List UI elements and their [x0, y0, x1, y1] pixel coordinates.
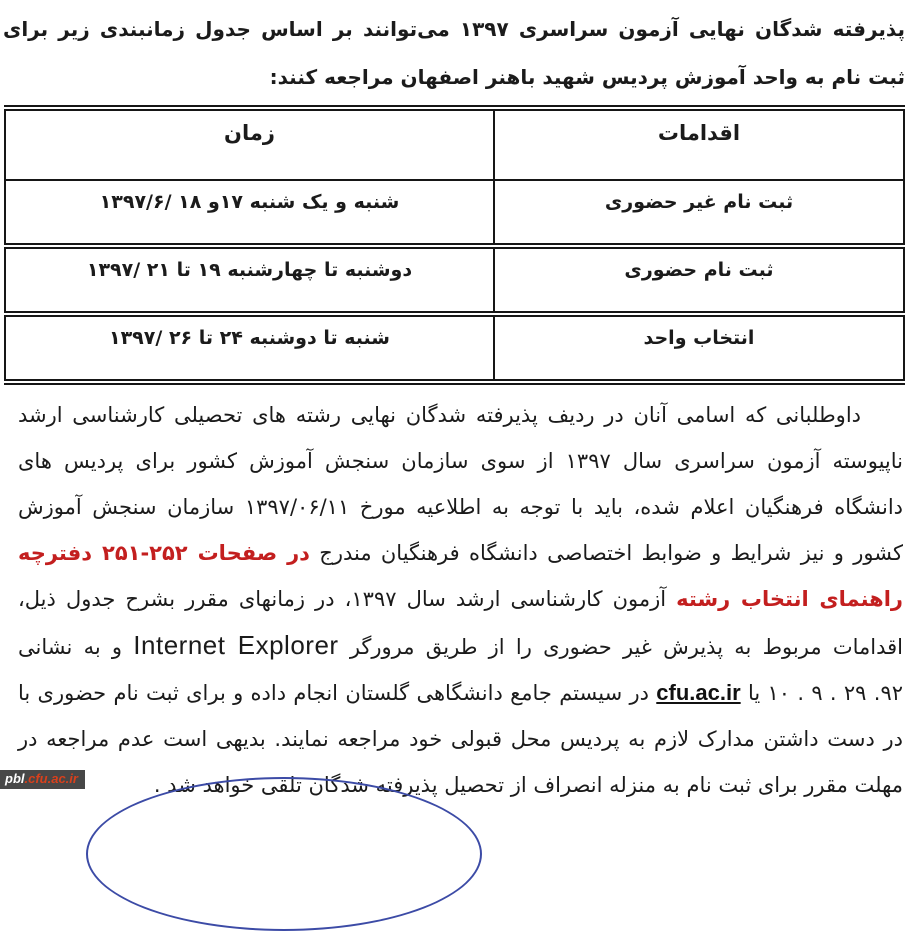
action-cell: ثبت نام حضوری	[494, 246, 903, 314]
intro-paragraph: پذیرفته شدگان نهایی آزمون سراسری ۱۳۹۷ می‌توانند بر اساس جدول زمانبندی زیر برای ثبت نام به واحد آموزش پردیس شهید باهنر اصفهان مراجعه کنند:	[3, 17, 905, 89]
body-text-segment: داوطلبانی که اسامی آنان در ردیف پذیرفته شدگان نهایی رشته های تحصیلی کارشناسی ارشد ناپیوسته آزمون سراسری سال ۱۳۹۷ از سوی سازمان سنجش آموزش کشور برای پردیس های دانشگاه فرهنگیان اعلام شده، باید با توجه به اطلاعیه مورخ ۱۳۹۷/۰۶/۱۱ سازمان سنجش آموزش کشور و نیز شرایط و ضوابط اختصاصی دانشگاه فرهنگیان مندرج	[18, 403, 904, 565]
watermark-prefix-text: pbl	[5, 771, 25, 786]
body-text-segment: و به نشانی	[18, 635, 134, 659]
time-cell: شنبه و یک شنبه ۱۷و ۱۸ /۱۳۹۷/۶	[5, 180, 495, 246]
col-header-time: زمان	[5, 108, 495, 180]
schedule-table	[4, 105, 905, 385]
stamp-arc	[86, 777, 482, 931]
body-paragraph	[0, 385, 908, 808]
body-text-segment: یا	[740, 681, 768, 705]
table-row	[5, 246, 904, 314]
body-text-segment: آزمون کارشناسی ارشد سال ۱۳۹۷، در زمانهای مقرر بشرح جدول ذیل، اقدامات مربوط به پذیرش غیر حضوری را از طریق مرورگر	[18, 587, 903, 659]
time-cell: دوشنبه تا چهارشنبه ۱۹ تا ۲۱ /۱۳۹۷	[5, 246, 495, 314]
watermark-domain-text: .cfu.ac.ir	[24, 771, 78, 786]
table-header-row	[5, 108, 904, 180]
body-text-segment: در سیستم جامع دانشگاهی گلستان انجام داده و برای ثبت نام حضوری با در دست داشتن مدارک لازم به پردیس محل قبولی خود مراجعه نمایند. بدیهی است عدم مراجعه در مهلت مقرر برای ثبت نام به منزله انصراف از تحصیل پذیرفته شدگان تلقی خواهد شد .	[18, 681, 903, 797]
action-cell: ثبت نام غیر حضوری	[494, 180, 903, 246]
cfu-portal-link[interactable]: cfu.ac.ir	[656, 680, 741, 705]
portal-ip-address: ۹۲. ۲۹ . ۹ . ۱۰	[767, 681, 904, 705]
guide-pages-red-text: در صفحات ۲۵۲-۲۵۱ دفترچه راهنمای انتخاب رشته	[18, 541, 903, 611]
browser-name-text: Internet Explorer	[133, 630, 339, 660]
table-row	[5, 314, 904, 382]
col-header-actions: اقدامات	[494, 108, 903, 180]
time-cell: شنبه تا دوشنبه ۲۴ تا ۲۶ /۱۳۹۷	[5, 314, 495, 382]
site-watermark-badge	[0, 770, 85, 789]
action-cell: انتخاب واحد	[494, 314, 903, 382]
table-row	[5, 180, 904, 246]
